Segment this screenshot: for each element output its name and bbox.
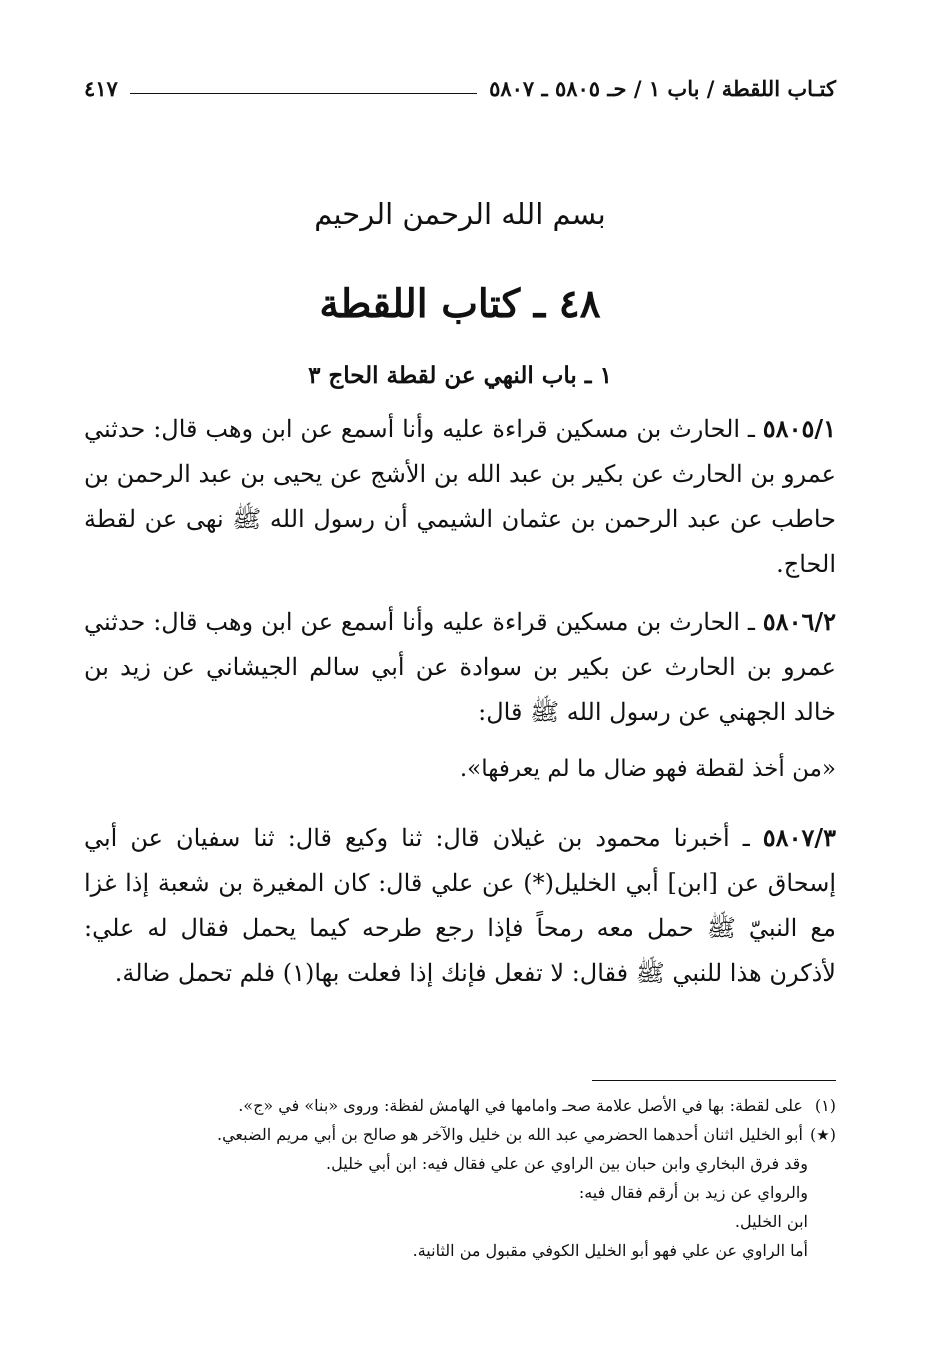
page-number: ٤١٧	[84, 75, 118, 101]
hadith-2	[84, 599, 836, 735]
hadith-number: ٥٨٠٥/١	[762, 414, 836, 443]
footnote-marker: (★)	[810, 1125, 836, 1144]
running-header-title: كتـاب اللقطة / باب ١ / حـ ٥٨٠٥ ـ ٥٨٠٧	[489, 75, 836, 101]
header-rule	[130, 93, 477, 94]
chapter-title: ١ ـ باب النهي عن لقطة الحاج ٣	[308, 362, 612, 389]
document-page	[84, 60, 836, 1260]
basmala: بسم الله الرحمن الرحيم	[314, 197, 606, 231]
footnote-text: على لقطة: بها في الأصل علامة صحـ وامامها في الهامش لفظة: وروى «بنا» في «ج».	[238, 1096, 803, 1115]
hadith-number: ٥٨٠٦/٢	[762, 607, 836, 636]
footnote-separator	[592, 1080, 836, 1081]
footnote-text: أبو الخليل اثنان أحدهما الحضرمي عبد الله بن خليل والآخر هو صالح بن أبي مريم الضبعي.	[217, 1125, 803, 1144]
hadith-text: ـ أخبرنا محمود بن غيلان قال: ثنا وكيع قال: ثنا سفيان عن أبي إسحاق عن [ابن] أبي الخليل(*) عن علي قال: كان المغيرة بن شعبة إذا غزا مع النبيّ ﷺ حمل معه رمحاً فإذا رجع طرحه كيما يحمل فقال له علي: لأذكرن هذا للنبي ﷺ فقال: لا تفعل فإنك إذا فعلت بها(١) فلم تحمل ضالة.	[84, 824, 836, 987]
hadith-text: ـ الحارث بن مسكين قراءة عليه وأنا أسمع عن ابن وهب قال: حدثني عمرو بن الحارث عن بكير بن عبد الله بن الأشج عن يحيى بن عبد الرحمن بن حاطب عن عبد الرحمن بن عثمان الشيمي أن رسول الله ﷺ نهى عن لقطة الحاج.	[84, 415, 836, 578]
footnote-continuation: ابن الخليل.	[734, 1212, 808, 1231]
running-header	[84, 60, 836, 116]
book-title: ٤٨ ـ كتاب اللقطة	[319, 281, 601, 327]
prophetic-quote: «من أخذ لقطة فهو ضال ما لم يعرفها».	[459, 756, 836, 782]
footnote-continuation: أما الراوي عن علي فهو أبو الخليل الكوفي مقبول من الثانية.	[412, 1241, 808, 1260]
footnotes	[84, 1091, 836, 1265]
footnote-continuation: وقد فرق البخاري وابن حبان بين الراوي عن علي فقال فيه: ابن أبي خليل.	[326, 1154, 808, 1173]
hadith-text: ـ الحارث بن مسكين قراءة عليه وأنا أسمع عن ابن وهب قال: حدثني عمرو بن الحارث عن بكير بن سوادة عن أبي سالم الجيشاني عن زيد بن خالد الجهني عن رسول الله ﷺ قال:	[84, 608, 836, 726]
hadith-1	[84, 406, 836, 587]
footnote-star	[84, 1120, 836, 1149]
hadith-number: ٥٨٠٧/٣	[762, 823, 836, 852]
footnote-continuation: والرواي عن زيد بن أرقم فقال فيه:	[578, 1183, 808, 1202]
footnote-marker: (١)	[814, 1096, 836, 1115]
hadith-3	[84, 815, 836, 996]
star-icon: ★	[816, 1126, 830, 1144]
footnote-1	[84, 1091, 836, 1120]
